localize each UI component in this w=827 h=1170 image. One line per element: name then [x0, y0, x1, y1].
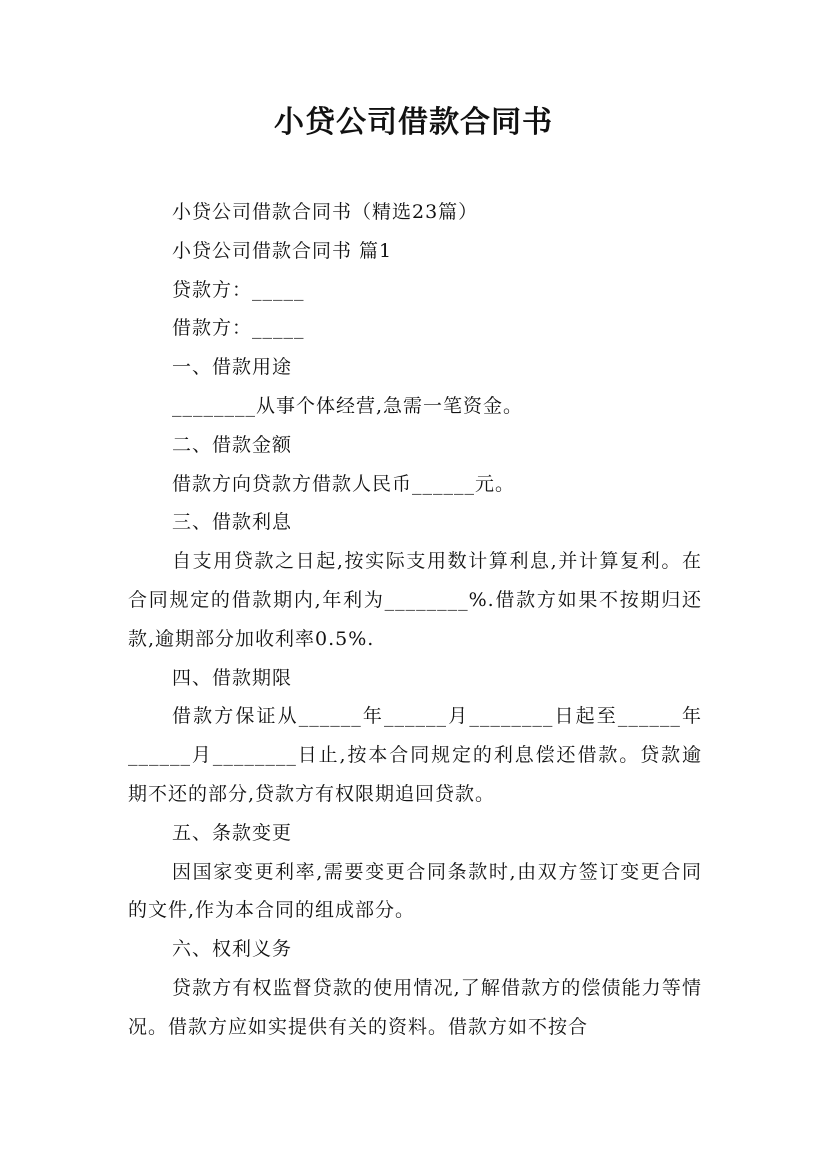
- paragraph-loan-interest: 自支用贷款之日起,按实际支用数计算利息,并计算复利。在合同规定的借款期内,年利为________%.借款方如果不按期归还款,逾期部分加收利率0.5%.: [128, 550, 702, 650]
- heading-rights-obligations: 六、权利义务: [172, 938, 293, 961]
- document-body: [128, 193, 702, 1047]
- paragraph-rights-obligations: 贷款方有权监督贷款的使用情况,了解借款方的偿债能力等情况。借款方应如实提供有关的资料。借款方如不按合: [128, 976, 702, 1038]
- paragraph-loan-term: 借款方保证从______年______月________日起至______年______月________日止,按本合同规定的利息偿还借款。贷款逾期不还的部分,贷款方有权限期追回贷款。: [128, 705, 702, 805]
- heading-loan-interest: 三、借款利息: [172, 511, 293, 534]
- document-title: 小贷公司借款合同书: [274, 105, 553, 140]
- paragraph-section-heading: 小贷公司借款合同书 篇1: [172, 239, 393, 262]
- heading-clause-change: 五、条款变更: [172, 821, 293, 844]
- heading-loan-term: 四、借款期限: [172, 666, 293, 689]
- paragraph-clause-change: 因国家变更利率,需要变更合同条款时,由双方签订变更合同的文件,作为本合同的组成部分。: [128, 860, 702, 922]
- paragraph-borrower: 借款方：_____: [172, 317, 305, 340]
- paragraph-loan-purpose: ________从事个体经营,急需一笔资金。: [172, 394, 524, 417]
- paragraph-lender: 贷款方：_____: [172, 278, 305, 301]
- heading-loan-purpose: 一、借款用途: [172, 356, 293, 379]
- paragraph-subtitle: 小贷公司借款合同书（精选23篇）: [172, 201, 479, 223]
- paragraph-loan-amount: 借款方向贷款方借款人民币______元。: [172, 472, 516, 495]
- heading-loan-amount: 二、借款金额: [172, 433, 293, 456]
